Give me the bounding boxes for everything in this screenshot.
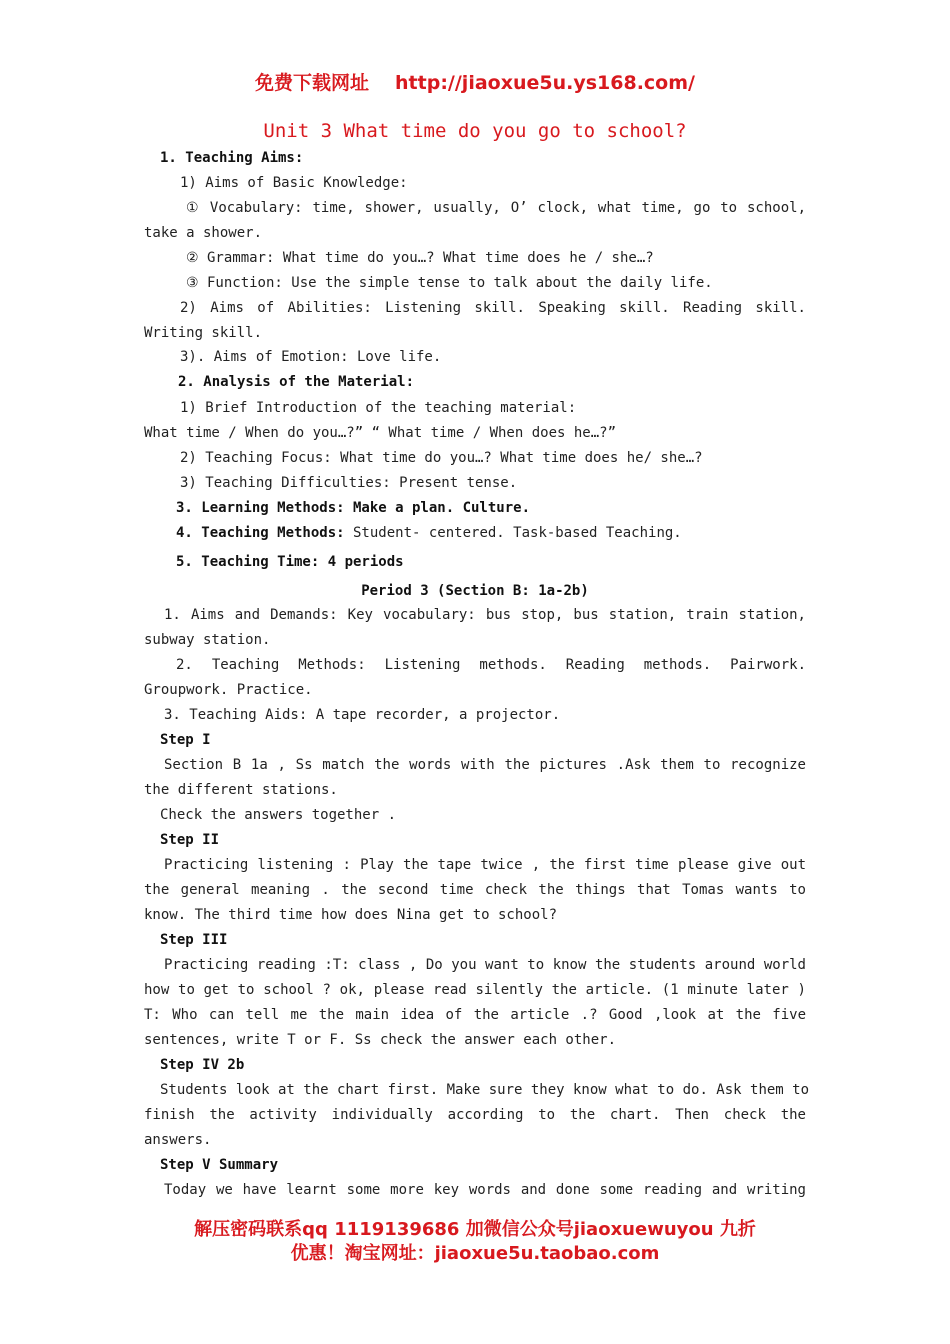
- lesson-body: [144, 146, 810, 1203]
- teaching-methods-label: 4. Teaching Methods:: [176, 525, 345, 541]
- download-footer: [0, 1218, 950, 1266]
- section-heading-teaching-methods: [144, 521, 806, 546]
- text-line: finish the activity individually according to the chart. Then check the: [144, 1107, 806, 1123]
- text-line: Practicing listening : Play the tape twice , the first time please give out: [164, 857, 806, 873]
- step-heading: Step I: [160, 732, 211, 748]
- footer-line: 优惠！淘宝网址：jiaoxue5u.taobao.com: [290, 1243, 660, 1264]
- section-heading-teaching-time: 5. Teaching Time: 4 periods: [176, 554, 404, 570]
- step-heading: Step III: [160, 932, 228, 948]
- text-line: the different stations.: [144, 782, 338, 798]
- section-heading-learning-methods: 3. Learning Methods: Make a plan. Culture.: [176, 500, 531, 516]
- text-line: 3. Teaching Aids: A tape recorder, a projector.: [164, 707, 561, 723]
- step-heading: Step II: [160, 832, 220, 848]
- text-line: 1) Brief Introduction of the teaching material:: [180, 400, 577, 416]
- section-heading-teaching-aims: 1. Teaching Aims:: [160, 150, 304, 166]
- text-line: Practicing reading :T: class , Do you want to know the students around world: [164, 957, 806, 973]
- step-heading: Step IV 2b: [160, 1057, 245, 1073]
- section-heading-analysis: 2. Analysis of the Material:: [178, 374, 415, 390]
- header-label: 免费下载网址: [255, 72, 370, 94]
- page-title: Unit 3 What time do you go to school?: [263, 120, 687, 142]
- header-url-link[interactable]: http://jiaoxue5u.ys168.com/: [395, 72, 695, 94]
- text-line: What time / When do you…?” “ What time / When does he…?”: [144, 425, 617, 441]
- teaching-methods-value: Student- centered. Task-based Teaching.: [344, 525, 682, 541]
- download-header: [0, 68, 950, 95]
- text-line: ② Grammar: What time do you…? What time does he / she…?: [186, 250, 654, 266]
- text-line: 3). Aims of Emotion: Love life.: [180, 349, 442, 365]
- footer-line: 解压密码联系qq 1119139686 加微信公众号jiaoxuewuyou 九折: [194, 1219, 756, 1240]
- text-line: subway station.: [144, 632, 271, 648]
- text-line: ③ Function: Use the simple tense to talk about the daily life.: [186, 275, 713, 291]
- period-heading: Period 3 (Section B: 1a-2b): [361, 583, 589, 599]
- text-line: the general meaning . the second time check the things that Tomas wants to: [144, 882, 806, 898]
- text-line: 2. Teaching Methods: Listening methods. Reading methods. Pairwork.: [176, 657, 806, 673]
- text-line: Groupwork. Practice.: [144, 682, 313, 698]
- text-line: 1. Aims and Demands: Key vocabulary: bus stop, bus station, train station,: [164, 607, 806, 623]
- text-line: Today we have learnt some more key words and done some reading and writing: [164, 1182, 806, 1198]
- text-line: 3) Teaching Difficulties: Present tense.: [180, 475, 518, 491]
- text-line: know. The third time how does Nina get to school?: [144, 907, 558, 923]
- text-line: Writing skill.: [144, 325, 263, 341]
- text-line: sentences, write T or F. Ss check the answer each other.: [144, 1032, 617, 1048]
- text-line: 1) Aims of Basic Knowledge:: [180, 175, 408, 191]
- text-line: Section B 1a , Ss match the words with the pictures .Ask them to recognize: [164, 757, 806, 773]
- step-heading: Step V Summary: [160, 1157, 279, 1173]
- text-line: take a shower.: [144, 225, 263, 241]
- text-line: Students look at the chart first. Make sure they know what to do. Ask them to: [160, 1082, 810, 1098]
- text-line: how to get to school ? ok, please read silently the article. (1 minute later ): [144, 982, 806, 998]
- text-line: T: Who can tell me the main idea of the article .? Good ,look at the five: [144, 1007, 806, 1023]
- text-line: answers.: [144, 1132, 212, 1148]
- text-line: ① Vocabulary: time, shower, usually, O’ clock, what time, go to school,: [186, 200, 806, 216]
- text-line: 2) Teaching Focus: What time do you…? What time does he/ she…?: [180, 450, 703, 466]
- text-line: 2) Aims of Abilities: Listening skill. Speaking skill. Reading skill.: [180, 300, 806, 316]
- text-line: Check the answers together .: [160, 807, 397, 823]
